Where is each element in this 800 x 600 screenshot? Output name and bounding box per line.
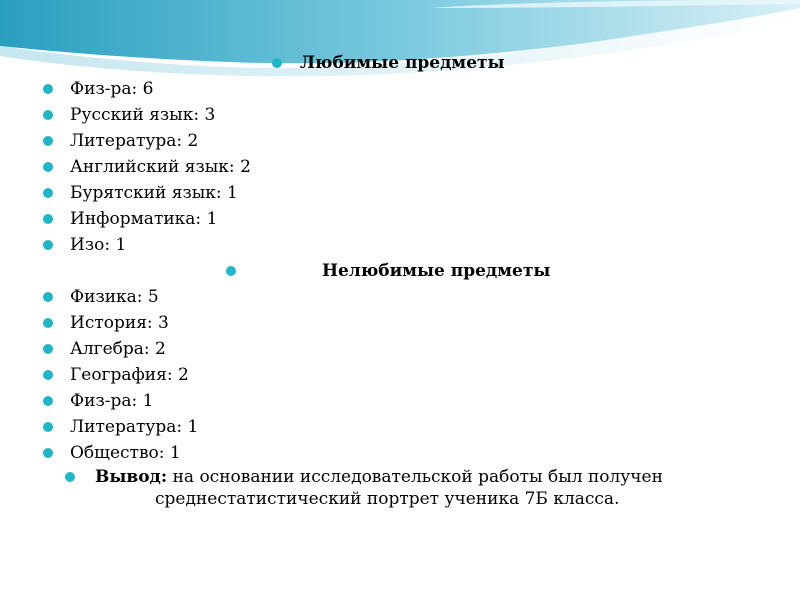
list-item — [70, 284, 159, 310]
bullet-icon — [43, 318, 53, 328]
bullet-icon — [43, 292, 53, 302]
bullet-icon — [43, 214, 53, 224]
disliked-heading — [322, 258, 550, 284]
conclusion-label: Вывод: — [95, 467, 168, 487]
list-item-text: Литература: 1 — [70, 417, 199, 437]
list-item-text: Алгебра: 2 — [70, 339, 166, 359]
list-item — [70, 388, 153, 414]
list-item-text: Литература: 2 — [70, 131, 199, 151]
list-item — [70, 440, 181, 466]
bullet-icon — [272, 58, 282, 68]
bullet-icon — [43, 110, 53, 120]
list-item — [70, 102, 215, 128]
bullet-icon — [43, 136, 53, 146]
bullet-icon — [43, 188, 53, 198]
list-item — [70, 128, 198, 154]
bullet-icon — [43, 344, 53, 354]
bullet-icon — [43, 162, 53, 172]
list-item — [70, 76, 153, 102]
list-item-text: Информатика: 1 — [70, 209, 218, 229]
liked-heading — [300, 50, 505, 76]
list-item — [70, 414, 198, 440]
list-item-text: Русский язык: 3 — [70, 105, 216, 125]
list-item — [70, 336, 166, 362]
list-item — [70, 180, 238, 206]
bullet-icon — [43, 370, 53, 380]
bullet-icon — [65, 472, 75, 482]
disliked-heading-text: Нелюбимые предметы — [322, 261, 551, 281]
list-item-text: Английский язык: 2 — [70, 157, 251, 177]
list-item-text: История: 3 — [70, 313, 169, 333]
list-item-text: Изо: 1 — [70, 235, 127, 255]
list-item-text: Физ-ра: 6 — [70, 79, 154, 99]
list-item-text: Физ-ра: 1 — [70, 391, 154, 411]
bullet-icon — [43, 448, 53, 458]
bullet-icon — [43, 422, 53, 432]
bullet-icon — [43, 396, 53, 406]
liked-heading-text: Любимые предметы — [300, 53, 505, 73]
list-item-text: Общество: 1 — [70, 443, 181, 463]
conclusion-text-line2: среднестатистический портрет ученика 7Б класса. — [155, 489, 620, 509]
conclusion-paragraph — [95, 466, 755, 510]
bullet-icon — [43, 240, 53, 250]
list-item — [70, 362, 189, 388]
conclusion-text-line1: на основании исследовательской работы был получен — [172, 467, 663, 487]
list-item-text: География: 2 — [70, 365, 189, 385]
bullet-icon — [226, 266, 236, 276]
list-item-text: Физика: 5 — [70, 287, 159, 307]
list-item-text: Бурятский язык: 1 — [70, 183, 238, 203]
list-item — [70, 206, 217, 232]
list-item — [70, 310, 169, 336]
list-item — [70, 154, 251, 180]
bullet-icon — [43, 84, 53, 94]
list-item — [70, 232, 126, 258]
